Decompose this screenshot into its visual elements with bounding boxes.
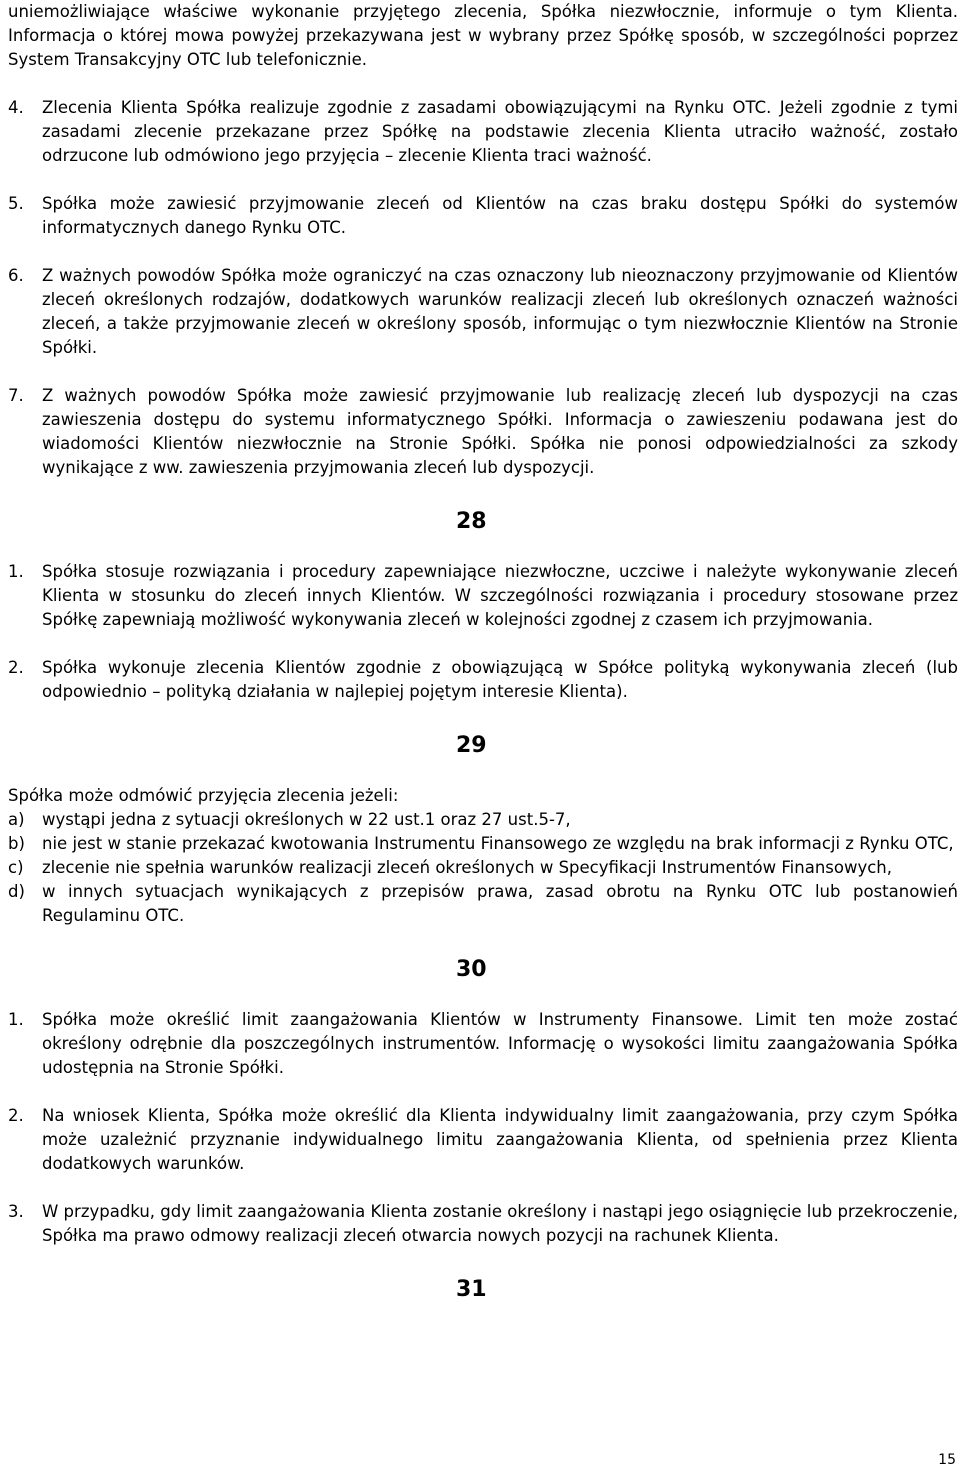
item-letter: b) <box>8 834 25 853</box>
item-number: 5. <box>8 194 24 213</box>
item-number: 6. <box>8 266 24 285</box>
list-item <box>8 1008 958 1080</box>
list-item <box>8 192 958 240</box>
item-text: zlecenie nie spełnia warunków realizacji zleceń określonych w Specyfikacji Instrumentów Finansowych, <box>42 858 893 877</box>
item-number: 1. <box>8 1010 24 1029</box>
item-text: Z ważnych powodów Spółka może zawiesić przyjmowanie lub realizację zleceń lub dyspozycji na czas zawieszenia dostępu do systemu informatycznego Spółki. Informacja o zawieszeniu podawana jest do wiadomości Klientów niezwłocznie na Stronie Spółki. Spółka nie ponosi odpowiedzialności za szkody wynikające z ww. zawieszenia przyjmowania zleceń lub dyspozycji. <box>42 386 958 477</box>
item-number: 3. <box>8 1202 24 1221</box>
list-item <box>8 808 958 832</box>
item-text: Spółka wykonuje zlecenia Klientów zgodnie z obowiązującą w Spółce polityką wykonywania zleceń (lub odpowiednio – polityką działania w najlepiej pojętym interesie Klienta). <box>42 658 958 701</box>
item-text: Spółka stosuje rozwiązania i procedury zapewniające niezwłoczne, uczciwe i należyte wykonywanie zleceń Klienta w stosunku do zleceń innych Klientów. W szczególności rozwiązania i procedury stosowane przez Spółkę zapewniają możliwość wykonywania zleceń w kolejności zgodnej z czasem ich przyjmowania. <box>42 562 958 629</box>
item-text: w innych sytuacjach wynikających z przepisów prawa, zasad obrotu na Rynku OTC lub postanowień Regulaminu OTC. <box>42 882 958 925</box>
section-number: 29 <box>456 733 487 758</box>
section-heading-30 <box>8 952 958 1000</box>
item-letter: c) <box>8 858 24 877</box>
section-number: 30 <box>456 957 487 982</box>
page-number: 15 <box>938 1452 956 1468</box>
list-item <box>8 560 958 632</box>
item-number: 2. <box>8 1106 24 1125</box>
section-intro: Spółka może odmówić przyjęcia zlecenia jeżeli: <box>8 786 399 805</box>
item-text: W przypadku, gdy limit zaangażowania Klienta zostanie określony i nastąpi jego osiągnięcie lub przekroczenie, Spółka ma prawo odmowy realizacji zleceń otwarcia nowych pozycji na rachunek Klienta. <box>42 1202 958 1245</box>
paragraph-intro <box>8 0 958 72</box>
item-text: nie jest w stanie przekazać kwotowania Instrumentu Finansowego ze względu na brak informacji z Rynku OTC, <box>42 834 954 853</box>
list-item <box>8 1104 958 1176</box>
list-item <box>8 880 958 928</box>
list-item <box>8 96 958 168</box>
section-number: 31 <box>456 1277 487 1302</box>
document-page <box>8 0 958 1320</box>
item-letter: d) <box>8 882 25 901</box>
item-text: Spółka może określić limit zaangażowania Klientów w Instrumenty Finansowe. Limit ten może zostać określony odrębnie dla poszczególnych instrumentów. Informację o wysokości limitu zaangażowania Spółka udostępnia na Stronie Spółki. <box>42 1010 958 1077</box>
item-number: 2. <box>8 658 24 677</box>
item-text: wystąpi jedna z sytuacji określonych w 22 ust.1 oraz 27 ust.5-7, <box>42 810 571 829</box>
paragraph-text: uniemożliwiające właściwe wykonanie przyjętego zlecenia, Spółka niezwłocznie, informuje o tym Klienta. Informacja o której mowa powyżej przekazywana jest w wybrany przez Spółkę sposób, w szczególności poprzez System Transakcyjny OTC lub telefonicznie. <box>8 2 958 69</box>
section-heading-29 <box>8 728 958 776</box>
item-text: Na wniosek Klienta, Spółka może określić dla Klienta indywidualny limit zaangażowania, przy czym Spółka może uzależnić przyznanie indywidualnego limitu zaangażowania Klienta, od spełnienia przez Klienta dodatkowych warunków. <box>42 1106 958 1173</box>
list-item <box>8 1200 958 1248</box>
item-text: Spółka może zawiesić przyjmowanie zleceń od Klientów na czas braku dostępu Spółki do systemów informatycznych danego Rynku OTC. <box>42 194 958 237</box>
list-item <box>8 384 958 480</box>
list-item <box>8 856 958 880</box>
section-heading-31 <box>8 1272 958 1320</box>
item-text: Zlecenia Klienta Spółka realizuje zgodnie z zasadami obowiązującymi na Rynku OTC. Jeżeli zgodnie z tymi zasadami zlecenie przekazane przez Spółkę na podstawie zlecenia Klienta utraciło ważność, zostało odrzucone lub odmówiono jego przyjęcia – zlecenie Klienta traci ważność. <box>42 98 958 165</box>
item-number: 1. <box>8 562 24 581</box>
item-number: 4. <box>8 98 24 117</box>
item-text: Z ważnych powodów Spółka może ograniczyć na czas oznaczony lub nieoznaczony przyjmowanie od Klientów zleceń określonych rodzajów, dodatkowych warunków realizacji zleceń lub określonych oznaczeń ważności zleceń, a także przyjmowanie zleceń w określony sposób, informując o tym niezwłocznie Klientów na Stronie Spółki. <box>42 266 958 357</box>
section-number: 28 <box>456 509 487 534</box>
section-heading-28 <box>8 504 958 552</box>
list-item <box>8 656 958 704</box>
item-number: 7. <box>8 386 24 405</box>
list-item <box>8 832 958 856</box>
list-item <box>8 264 958 360</box>
item-letter: a) <box>8 810 25 829</box>
